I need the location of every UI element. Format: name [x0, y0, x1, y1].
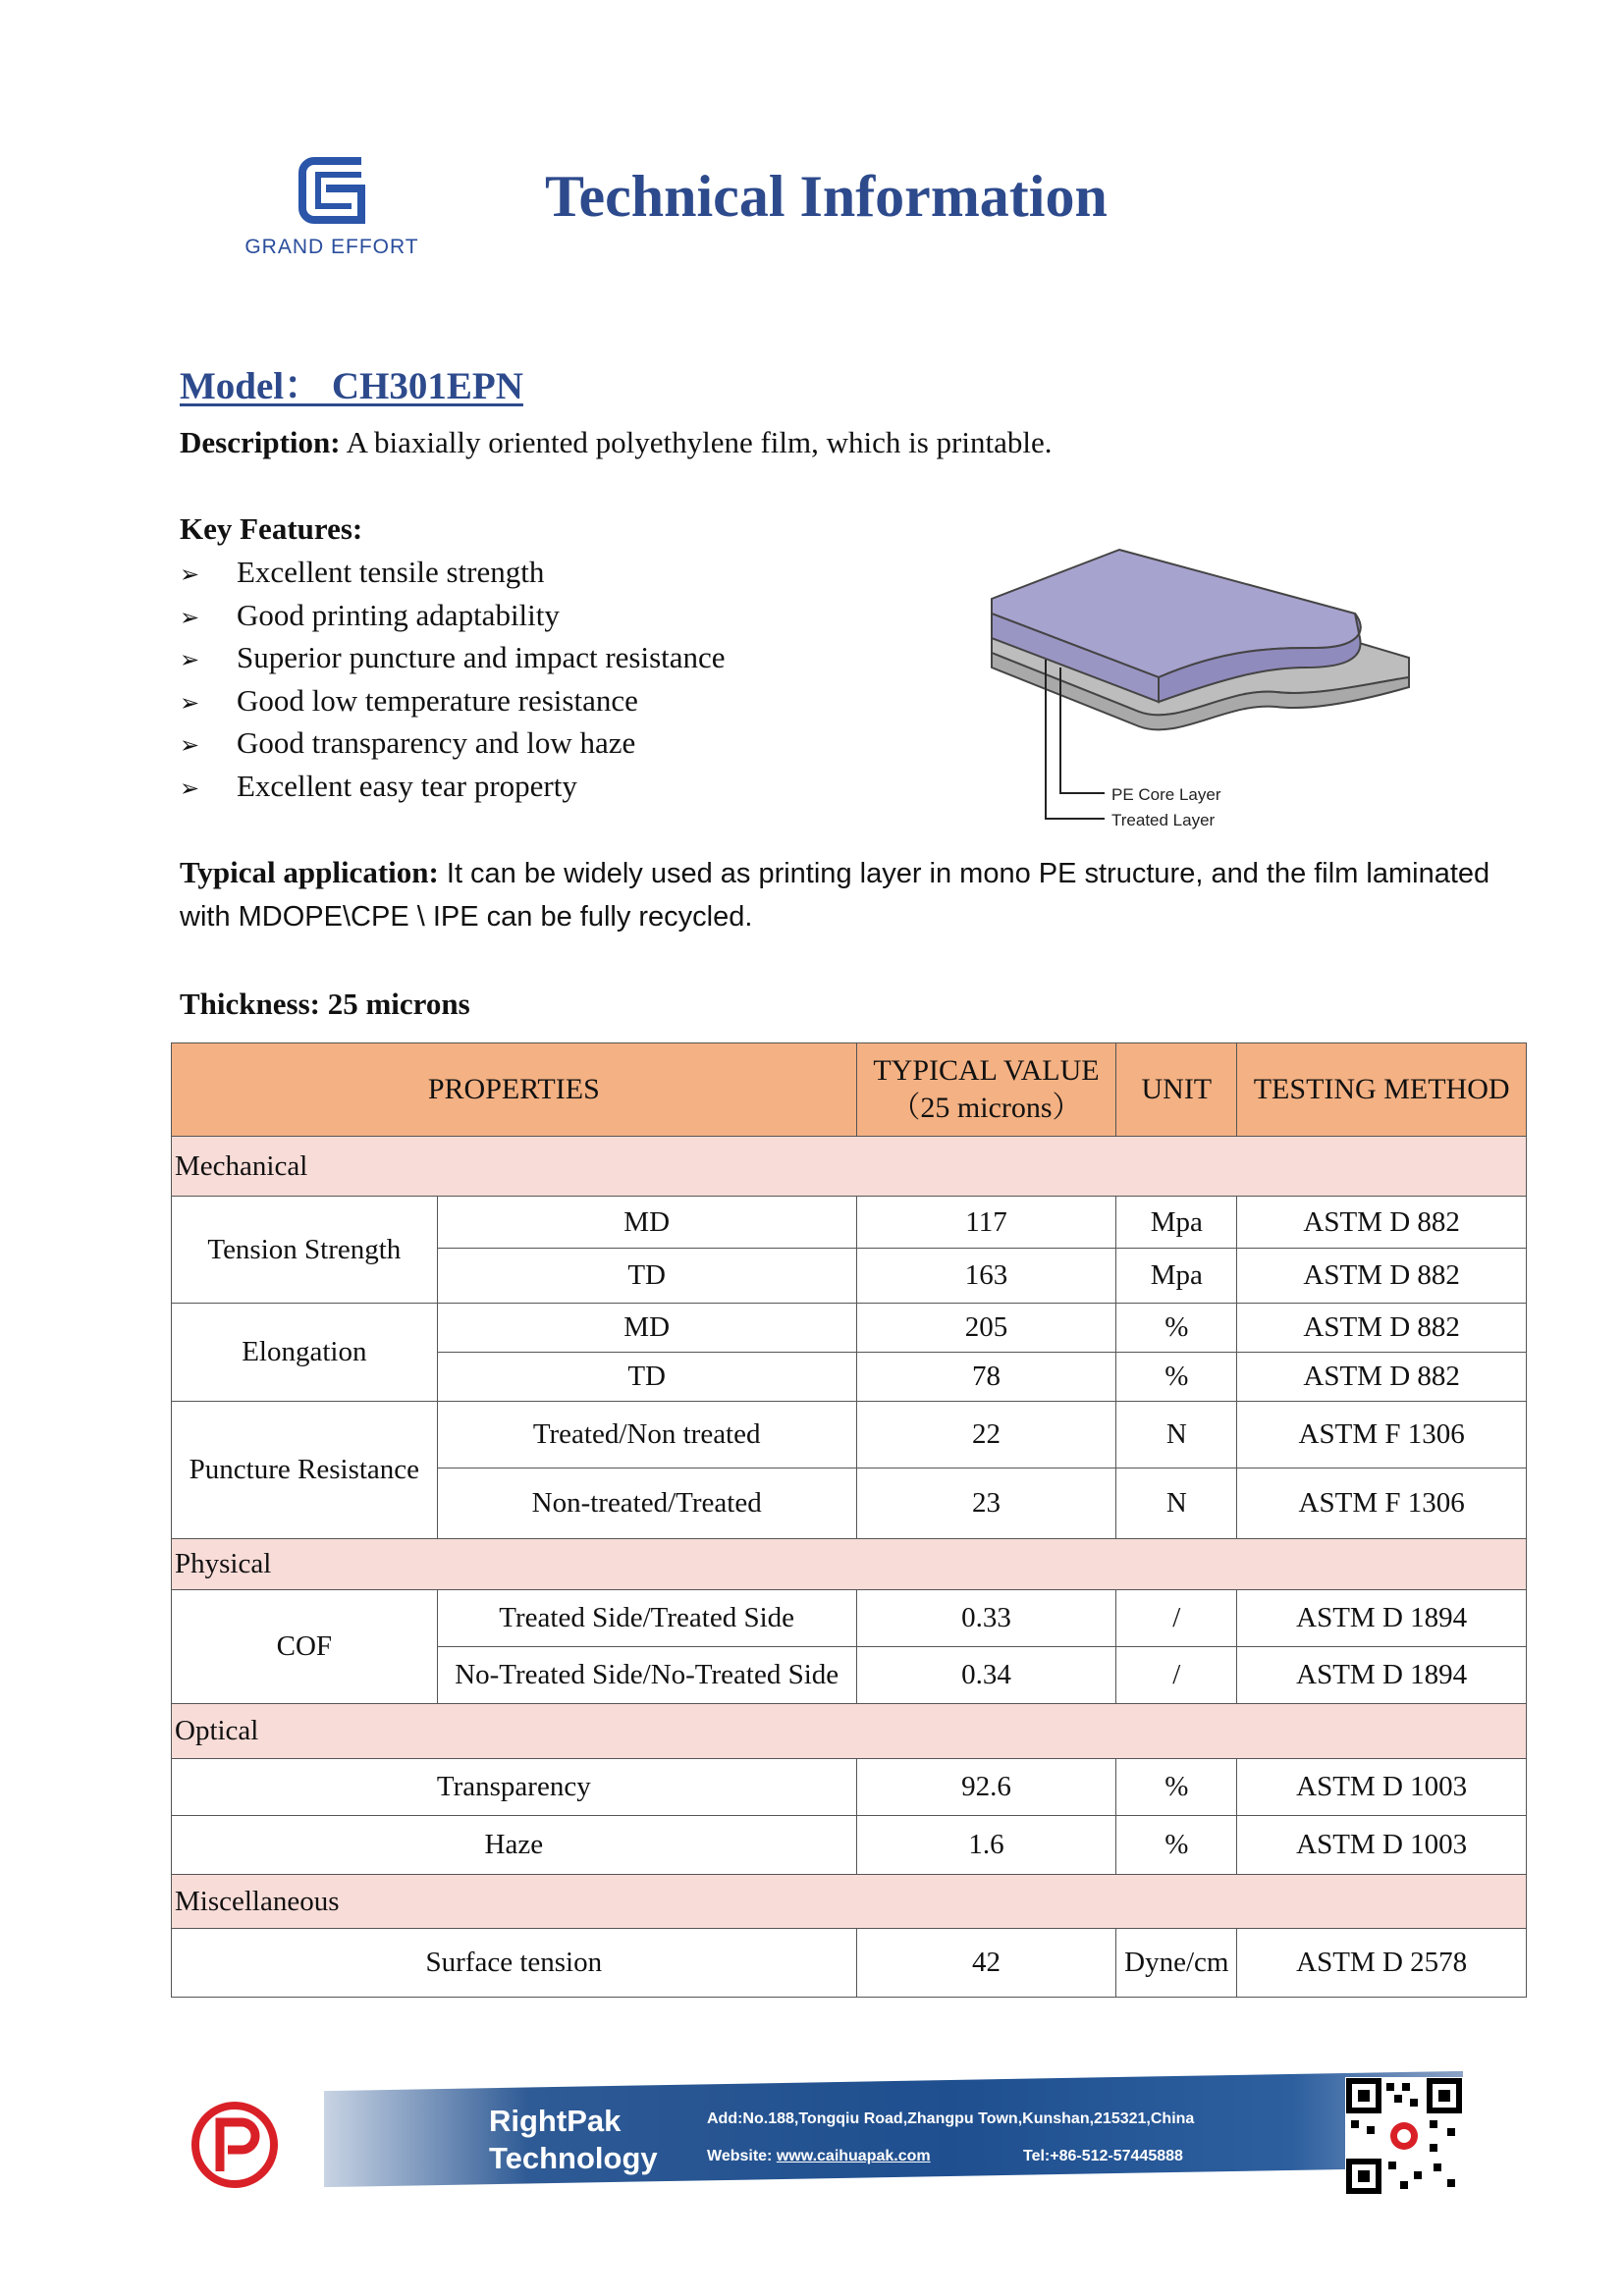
arrow-bullet-icon: ➢: [180, 646, 200, 673]
arrow-bullet-icon: ➢: [180, 731, 200, 759]
table-row: Surface tension 42 Dyne/cm ASTM D 2578: [172, 1929, 1527, 1998]
category-row: Miscellaneous: [172, 1875, 1527, 1929]
table-row: Tension Strength MD 117 Mpa ASTM D 882: [172, 1197, 1527, 1249]
rightpak-logo-icon: [190, 2101, 279, 2189]
arrow-bullet-icon: ➢: [180, 603, 200, 631]
footer-banner: [177, 2042, 1492, 2209]
table-row: Elongation MD 205 % ASTM D 882: [172, 1304, 1527, 1353]
footer-address: Add:No.188,Tongqiu Road,Zhangpu Town,Kunshan,215321,China: [707, 2110, 1195, 2127]
property-name: Elongation: [172, 1304, 438, 1402]
application-label: Typical application:: [180, 855, 439, 889]
category-row: Physical: [172, 1539, 1527, 1590]
grand-effort-logo: [234, 155, 430, 268]
list-item: ➢ Good low temperature resistance: [180, 679, 726, 722]
table-row: Transparency 92.6 % ASTM D 1003: [172, 1759, 1527, 1816]
core-layer-label: PE Core Layer: [1111, 785, 1221, 804]
table-row: Haze 1.6 % ASTM D 1003: [172, 1816, 1527, 1875]
typical-application: [180, 851, 1535, 938]
arrow-bullet-icon: ➢: [180, 561, 200, 588]
website-link[interactable]: www.caihuapak.com: [776, 2148, 931, 2164]
list-item: ➢ Good printing adaptability: [180, 594, 726, 637]
table-row: TD 78 % ASTM D 882: [172, 1353, 1527, 1402]
list-item: ➢ Superior puncture and impact resistance: [180, 636, 726, 679]
table-header-row: [172, 1043, 1527, 1137]
thickness: Thickness: 25 microns: [180, 987, 470, 1021]
header-typical-value: TYPICAL VALUE （25 microns）: [856, 1043, 1116, 1137]
model-heading: Model： CH301EPN: [180, 365, 523, 407]
header-unit: UNIT: [1116, 1043, 1237, 1137]
list-item: ➢ Excellent easy tear property: [180, 765, 726, 808]
key-features-list: [180, 551, 726, 807]
key-features-title: Key Features:: [180, 511, 363, 546]
arrow-bullet-icon: ➢: [180, 774, 200, 802]
header-properties: PROPERTIES: [172, 1043, 857, 1137]
footer-tel: Tel:+86-512-57445888: [1023, 2148, 1183, 2164]
qr-code-icon: [1345, 2077, 1463, 2195]
list-item: ➢ Excellent tensile strength: [180, 551, 726, 594]
table-row: Non-treated/Treated 23 N ASTM F 1306: [172, 1468, 1527, 1539]
description: [180, 425, 1053, 460]
category-row: Mechanical: [172, 1137, 1527, 1197]
page-title: Technical Information: [545, 164, 1108, 229]
grand-effort-logo-icon: [297, 155, 367, 226]
property-name: Tension Strength: [172, 1197, 438, 1304]
logo-text: GRAND EFFORT: [244, 236, 419, 258]
list-item: ➢ Good transparency and low haze: [180, 721, 726, 765]
table-row: No-Treated Side/No-Treated Side 0.34 / ASTM D 1894: [172, 1647, 1527, 1704]
treated-layer-label: Treated Layer: [1111, 811, 1216, 829]
table-row: Puncture Resistance Treated/Non treated 22 N ASTM F 1306: [172, 1402, 1527, 1468]
film-layer-diagram: [982, 540, 1424, 844]
footer-brand: RightPak Technology: [489, 2104, 658, 2175]
property-name: COF: [172, 1590, 438, 1704]
application-text: It can be widely used as printing layer in mono PE structure, and the film laminated with MDOPE\CPE \ IPE can be fully recycled.: [180, 858, 1490, 933]
table-row: COF Treated Side/Treated Side 0.33 / ASTM D 1894: [172, 1590, 1527, 1647]
category-row: Optical: [172, 1704, 1527, 1759]
description-label: Description:: [180, 425, 341, 459]
property-name: Puncture Resistance: [172, 1402, 438, 1539]
footer-website: Website: www.caihuapak.com: [707, 2148, 931, 2164]
header-testing-method: TESTING METHOD: [1237, 1043, 1527, 1137]
arrow-bullet-icon: ➢: [180, 688, 200, 717]
description-text: A biaxially oriented polyethylene film, which is printable.: [340, 425, 1053, 459]
properties-table: [171, 1042, 1527, 1998]
table-row: TD 163 Mpa ASTM D 882: [172, 1249, 1527, 1304]
